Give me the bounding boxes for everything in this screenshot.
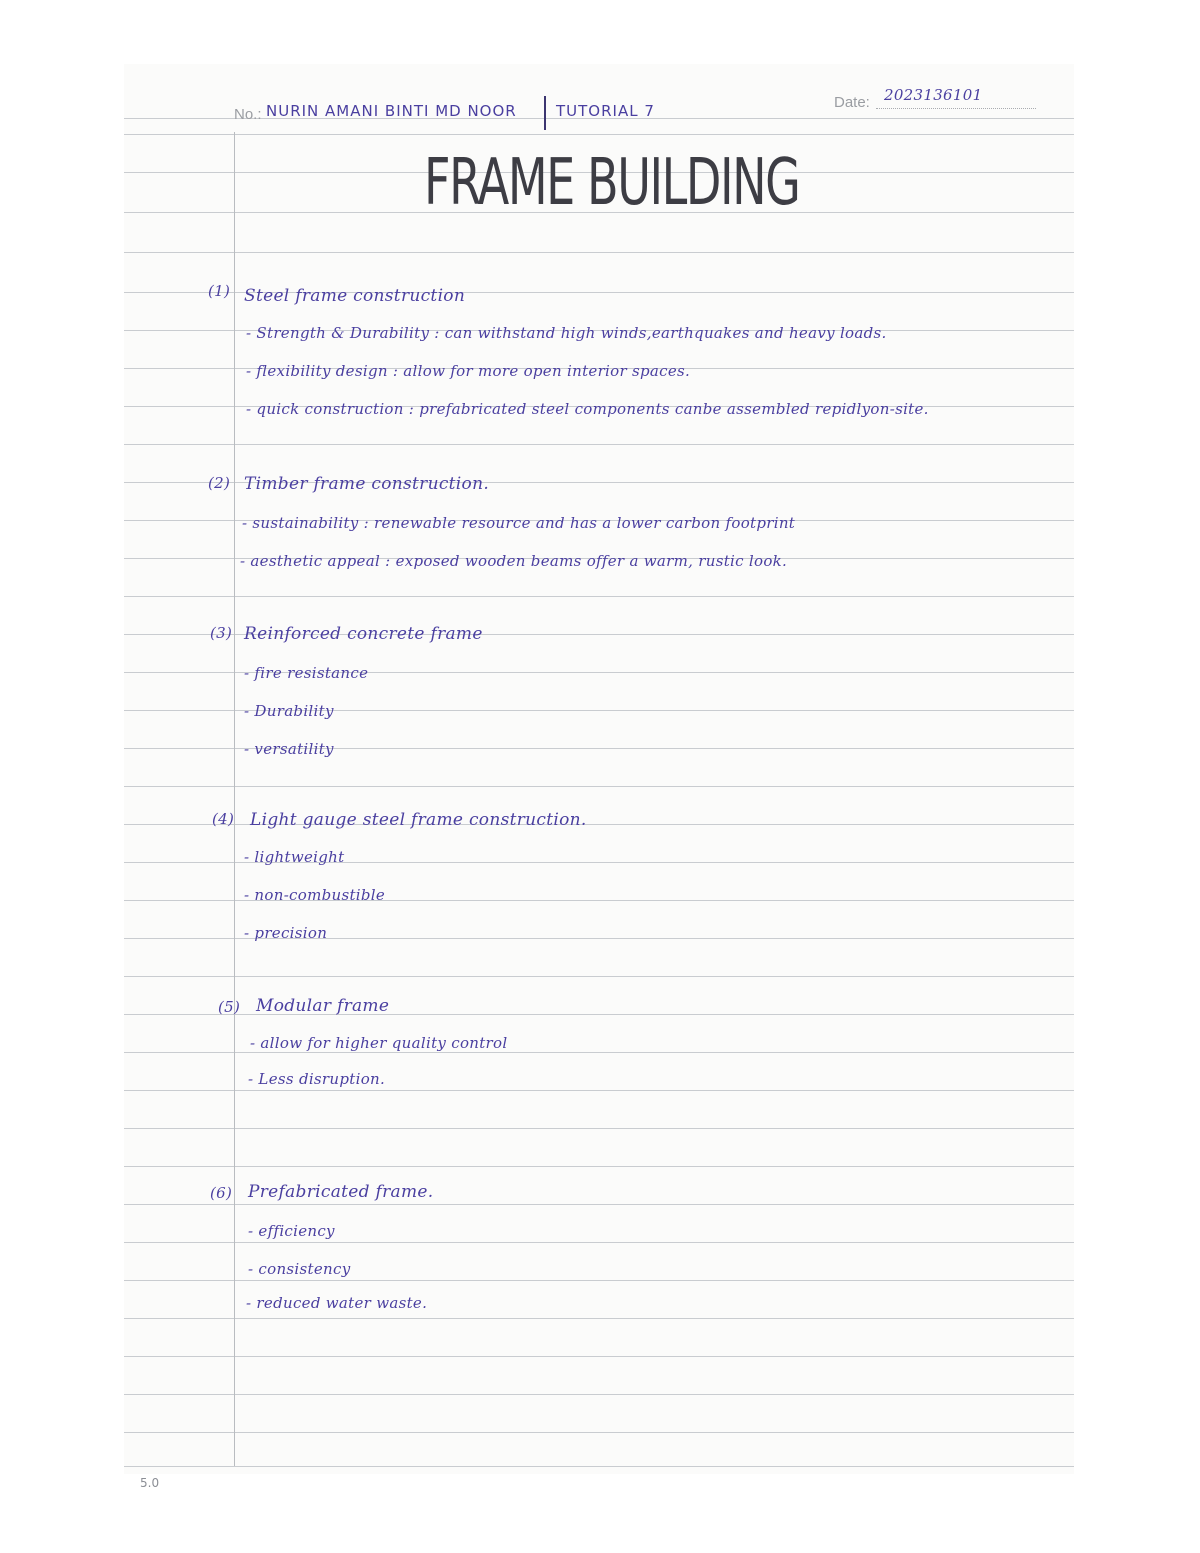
date-label: Date: xyxy=(834,94,870,111)
no-label: No.: xyxy=(234,106,262,123)
corner-mark: 5.0 xyxy=(140,1476,160,1490)
rule-line xyxy=(124,1466,1074,1467)
rule-line xyxy=(124,1242,1074,1243)
rule-line xyxy=(124,1166,1074,1167)
rule-line xyxy=(124,786,1074,787)
list-item: - lightweight xyxy=(244,848,345,866)
list-item: - Less disruption. xyxy=(248,1070,386,1088)
section-number: (5) xyxy=(218,998,241,1016)
rule-line xyxy=(124,1394,1074,1395)
list-item: - reduced water waste. xyxy=(246,1294,428,1312)
section-heading: Prefabricated frame. xyxy=(248,1182,434,1202)
list-item: - non-combustible xyxy=(244,886,386,904)
list-item: - Strength & Durability : can withstand high winds,earthquakes and heavy loads. xyxy=(246,324,887,342)
page-title: FRAME BUILDING xyxy=(424,146,800,220)
list-item: - quick construction : prefabricated steel components canbe assembled repidlyon-site. xyxy=(246,400,929,418)
rule-line xyxy=(124,1318,1074,1319)
date-value: 2023136101 xyxy=(884,86,983,104)
rule-line xyxy=(124,1432,1074,1433)
section-heading: Light gauge steel frame construction. xyxy=(250,810,587,830)
margin-line xyxy=(234,132,235,1466)
list-item: - versatility xyxy=(244,740,334,758)
list-item: - precision xyxy=(244,924,328,942)
list-item: - consistency xyxy=(248,1260,351,1278)
list-item: - sustainability : renewable resource and has a lower carbon footprint xyxy=(242,514,796,532)
header-divider xyxy=(544,96,546,130)
rule-line xyxy=(124,1356,1074,1357)
section-number: (6) xyxy=(210,1184,233,1202)
rule-line xyxy=(124,1090,1074,1091)
section-heading: Timber frame construction. xyxy=(244,474,490,494)
notebook-page xyxy=(124,64,1074,1474)
list-item: - efficiency xyxy=(248,1222,335,1240)
rule-line xyxy=(124,596,1074,597)
section-heading: Reinforced concrete frame xyxy=(244,624,483,644)
section-number: (2) xyxy=(208,474,231,492)
rule-line xyxy=(124,1204,1074,1205)
section-number: (1) xyxy=(208,282,231,300)
date-underline xyxy=(876,108,1036,109)
rule-line xyxy=(124,444,1074,445)
section-number: (4) xyxy=(212,810,235,828)
list-item: - Durability xyxy=(244,702,334,720)
tutorial-label: TUTORIAL 7 xyxy=(556,102,655,120)
rule-line xyxy=(124,1280,1074,1281)
section-heading: Modular frame xyxy=(256,996,390,1016)
list-item: - fire resistance xyxy=(244,664,369,682)
rule-line xyxy=(124,134,1074,135)
rule-line xyxy=(124,252,1074,253)
section-heading: Steel frame construction xyxy=(244,286,466,306)
student-name: NURIN AMANI BINTI MD NOOR xyxy=(266,102,517,120)
rule-line xyxy=(124,1052,1074,1053)
list-item: - allow for higher quality control xyxy=(250,1034,508,1052)
rule-line xyxy=(124,1128,1074,1129)
rule-line xyxy=(124,976,1074,977)
section-number: (3) xyxy=(210,624,233,642)
list-item: - aesthetic appeal : exposed wooden beams offer a warm, rustic look. xyxy=(240,552,788,570)
list-item: - flexibility design : allow for more open interior spaces. xyxy=(246,362,691,380)
